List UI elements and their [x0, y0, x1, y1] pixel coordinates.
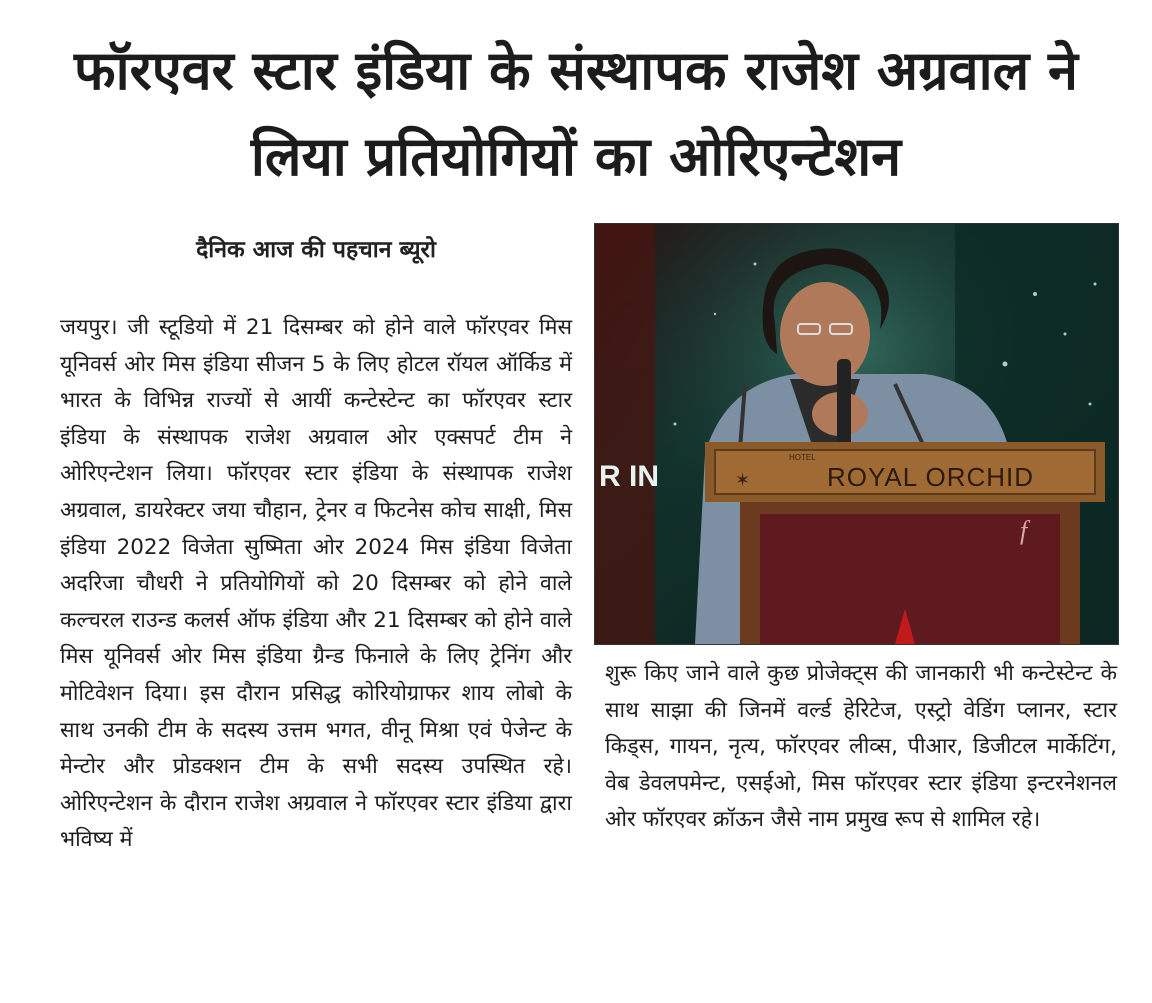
svg-text:f: f: [1020, 516, 1028, 545]
headline: फॉरएवर स्टार इंडिया के संस्थापक राजेश अग्रवाल ने लिया प्रतियोगियों का ओरिएन्टेशन: [74, 39, 1078, 188]
podium: [705, 442, 1105, 644]
podium-logo-icon: ✶: [735, 470, 751, 490]
byline: दैनिक आज की पहचान ब्यूरो: [196, 237, 436, 263]
backdrop-text: R IN: [599, 460, 659, 493]
article-photo: [594, 223, 1119, 645]
podium-small-text: HOTEL: [789, 453, 816, 462]
podium-text: ROYAL ORCHID: [827, 462, 1035, 492]
article-body-right: शुरू किए जाने वाले कुछ प्रोजेक्ट्स की जानकारी भी कन्टेस्टेन्ट के साथ साझा की जिनमें वर्ल्ड हेरिटेज, एस्ट्रो वेडिंग प्लानर, स्टार किड्स, गायन, नृत्य, फॉरएवर लीव्स, पीआर, डिजीटल मार्केटिंग, वेब डेवलपमेन्ट, एसईओ, मिस फॉरएवर स्टार इंडिया इन्टरनेशनल ओर फॉरएवर क्रॉऊन जैसे नाम प्रमुख रूप से शामिल रहे।: [605, 661, 1117, 833]
article-body-left: जयपुर। जी स्टूडियो में 21 दिसम्बर को होने वाले फॉरएवर मिस यूनिवर्स ओर मिस इंडिया सीजन 5 के लिए होटल रॉयल ऑर्किड में भारत के विभिन्न राज्यों से आयीं कन्टेस्टेन्ट का फॉरएवर स्टार इंडिया के संस्थापक राजेश अग्रवाल ओर एक्सपर्ट टीम ने ओरिएन्टेशन लिया। फॉरएवर स्टार इंडिया के संस्थापक राजेश अग्रवाल, डायरेक्टर जया चौहान, ट्रेनर व फिटनेस कोच साक्षी, मिस इंडिया 2022 विजेता सुष्मिता ओर 2024 मिस इंडिया विजेता अदरिजा चौधरी ने प्रतियोगियों को 20 दिसम्बर को होने वाले कल्चरल राउन्ड कलर्स ऑफ इंडिया और 21 दिसम्बर को होने वाले मिस यूनिवर्स ओर मिस इंडिया ग्रैन्ड फिनाले के लिए ट्रेनिंग और मोटिवेशन दिया। इस दौरान प्रसिद्ध कोरियोग्राफर शाय लोबो के साथ उनकी टीम के सदस्य उत्तम भगत, वीनू मिश्रा एवं पेजेन्ट के मेन्टोर और प्रोडक्शन टीम के सभी सदस्य उपस्थित रहे। ओरिएन्टेशन के दौरान राजेश अग्रवाल ने फॉरएवर स्टार इंडिया द्वारा भविष्य में: [60, 315, 572, 853]
